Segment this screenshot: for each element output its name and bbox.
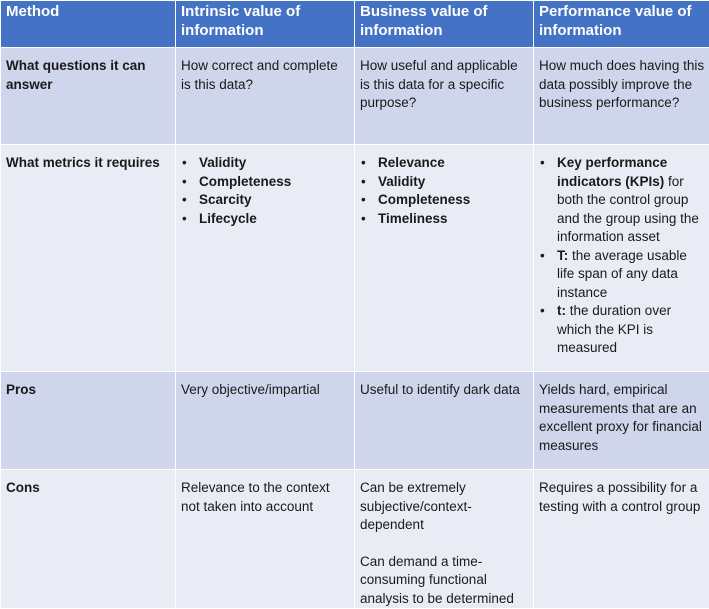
questions-intrinsic: How correct and complete is this data? <box>176 48 355 145</box>
metrics-intrinsic-item-text: Completeness <box>199 174 291 189</box>
metrics-intrinsic-item <box>181 191 350 210</box>
metrics-performance-item-text: the average usable life span of any data instance <box>557 248 687 300</box>
pros-performance: Yields hard, empirical measurements that are an excellent proxy for financial measures <box>534 372 709 470</box>
cons-business-2: Can demand a time-consuming functional analysis to be determined <box>360 553 529 609</box>
metrics-business-list <box>360 154 529 228</box>
metrics-intrinsic-item-text: Scarcity <box>199 192 252 207</box>
metrics-performance-item <box>539 154 705 247</box>
header-performance: Performance value of information <box>534 1 709 48</box>
cons-business-cell <box>355 470 534 609</box>
metrics-performance-item <box>539 302 705 358</box>
questions-label: What questions it can answer <box>1 48 176 145</box>
bullet-icon: • <box>361 154 366 173</box>
questions-business: How useful and applicable is this data for a specific purpose? <box>355 48 534 145</box>
metrics-performance-item-term: t: <box>557 303 566 318</box>
cons-label: Cons <box>1 470 176 609</box>
metrics-performance-item-text: for both the control group and the group using the information asset <box>557 174 699 245</box>
metrics-business-item <box>360 154 529 173</box>
metrics-intrinsic-item <box>181 210 350 229</box>
header-row <box>1 1 709 48</box>
metrics-business-item <box>360 173 529 192</box>
metrics-performance-item <box>539 247 705 303</box>
bullet-icon: • <box>361 191 366 210</box>
questions-performance: How much does having this data possibly improve the business performance? <box>534 48 709 145</box>
metrics-business-item-text: Validity <box>378 174 425 189</box>
metrics-performance-item-text: the duration over which the KPI is measured <box>557 303 671 355</box>
cons-intrinsic: Relevance to the context not taken into account <box>176 470 355 609</box>
header-business: Business value of information <box>355 1 534 48</box>
pros-business: Useful to identify dark data <box>355 372 534 470</box>
row-metrics <box>1 145 709 372</box>
bullet-icon: • <box>182 191 187 210</box>
bullet-icon: • <box>361 210 366 229</box>
metrics-intrinsic-item-text: Validity <box>199 155 246 170</box>
cons-performance: Requires a possibility for a testing with a control group <box>534 470 709 609</box>
bullet-icon: • <box>182 210 187 229</box>
metrics-business-item-text: Completeness <box>378 192 470 207</box>
row-questions <box>1 48 709 145</box>
metrics-business-cell <box>355 145 534 372</box>
metrics-business-item <box>360 210 529 229</box>
metrics-performance-list <box>539 154 705 358</box>
bullet-icon: • <box>361 173 366 192</box>
bullet-icon: • <box>540 247 545 266</box>
row-cons <box>1 470 709 609</box>
metrics-business-item-text: Relevance <box>378 155 445 170</box>
bullet-icon: • <box>540 302 545 321</box>
metrics-performance-item-term: Key performance indicators (KPIs) <box>557 155 667 189</box>
bullet-icon: • <box>540 154 545 173</box>
header-method: Method <box>1 1 176 48</box>
metrics-intrinsic-list <box>181 154 350 228</box>
metrics-intrinsic-item <box>181 154 350 173</box>
row-pros <box>1 372 709 470</box>
metrics-intrinsic-item <box>181 173 350 192</box>
metrics-performance-cell <box>534 145 709 372</box>
bullet-icon: • <box>182 173 187 192</box>
metrics-label: What metrics it requires <box>1 145 176 372</box>
metrics-business-item <box>360 191 529 210</box>
metrics-intrinsic-item-text: Lifecycle <box>199 211 257 226</box>
pros-intrinsic: Very objective/impartial <box>176 372 355 470</box>
cons-business-1: Can be extremely subjective/context-dependent <box>360 479 529 535</box>
metrics-business-item-text: Timeliness <box>378 211 448 226</box>
pros-label: Pros <box>1 372 176 470</box>
bullet-icon: • <box>182 154 187 173</box>
metrics-intrinsic-cell <box>176 145 355 372</box>
metrics-performance-item-term: T: <box>557 248 568 263</box>
header-intrinsic: Intrinsic value of information <box>176 1 355 48</box>
